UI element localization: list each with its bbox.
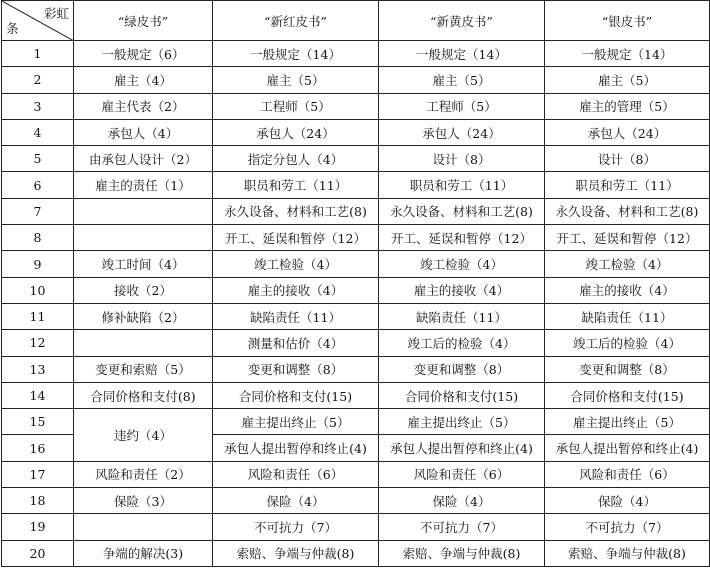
yellow-book-cell: 风险和责任（6） bbox=[379, 461, 545, 487]
red-book-cell: 变更和调整（8） bbox=[213, 356, 379, 382]
table-row bbox=[2, 119, 710, 145]
header-green-book: “绿皮书” bbox=[74, 1, 213, 41]
silver-book-cell: 承包人（24） bbox=[545, 119, 710, 145]
table-row bbox=[2, 356, 710, 382]
yellow-book-cell: 缺陷责任（11） bbox=[379, 303, 545, 329]
yellow-book-cell: 承包人提出暂停和终止(4) bbox=[379, 435, 545, 461]
clause-number: 15 bbox=[2, 409, 74, 435]
silver-book-cell: 缺陷责任（11） bbox=[545, 303, 710, 329]
red-book-cell: 保险（4） bbox=[213, 488, 379, 514]
green-book-cell: 合同价格和支付(8) bbox=[74, 382, 213, 408]
header-new-red-book: “新红皮书” bbox=[213, 1, 379, 41]
yellow-book-cell: 工程师（5） bbox=[379, 93, 545, 119]
header-row bbox=[2, 1, 710, 41]
red-book-cell: 承包人提出暂停和终止(4) bbox=[213, 435, 379, 461]
green-book-cell bbox=[74, 514, 213, 540]
silver-book-cell: 合同价格和支付(15) bbox=[545, 382, 710, 408]
table-row bbox=[2, 41, 710, 67]
yellow-book-cell: 雇主提出终止（5） bbox=[379, 409, 545, 435]
silver-book-cell: 变更和调整（8） bbox=[545, 356, 710, 382]
yellow-book-cell: 永久设备、材料和工艺(8) bbox=[379, 198, 545, 224]
silver-book-cell: 竣工后的检验（4） bbox=[545, 330, 710, 356]
red-book-cell: 合同价格和支付(15) bbox=[213, 382, 379, 408]
red-book-cell: 一般规定（14） bbox=[213, 41, 379, 67]
yellow-book-cell: 一般规定（14） bbox=[379, 41, 545, 67]
silver-book-cell: 雇主（5） bbox=[545, 67, 710, 93]
clause-number: 9 bbox=[2, 251, 74, 277]
yellow-book-cell: 竣工后的检验（4） bbox=[379, 330, 545, 356]
yellow-book-cell: 职员和劳工（11） bbox=[379, 172, 545, 198]
table-row bbox=[2, 514, 710, 540]
silver-book-cell: 承包人提出暂停和终止(4) bbox=[545, 435, 710, 461]
table-row bbox=[2, 93, 710, 119]
silver-book-cell: 雇主的接收（4） bbox=[545, 277, 710, 303]
yellow-book-cell: 不可抗力（7） bbox=[379, 514, 545, 540]
green-book-cell: 接收（2） bbox=[74, 277, 213, 303]
clause-number: 19 bbox=[2, 514, 74, 540]
red-book-cell: 缺陷责任（11） bbox=[213, 303, 379, 329]
clause-number: 12 bbox=[2, 330, 74, 356]
red-book-cell: 竣工检验（4） bbox=[213, 251, 379, 277]
corner-header-bottom: 条 bbox=[6, 21, 19, 36]
yellow-book-cell: 雇主的接收（4） bbox=[379, 277, 545, 303]
clause-number: 10 bbox=[2, 277, 74, 303]
table-row bbox=[2, 251, 710, 277]
green-book-cell: 保险（3） bbox=[74, 488, 213, 514]
green-book-cell: 承包人（4） bbox=[74, 119, 213, 145]
green-book-cell: 变更和索赔（5） bbox=[74, 356, 213, 382]
red-book-cell: 承包人（24） bbox=[213, 119, 379, 145]
fidic-comparison-table bbox=[1, 0, 710, 567]
yellow-book-cell: 合同价格和支付(15) bbox=[379, 382, 545, 408]
green-book-cell: 雇主（4） bbox=[74, 67, 213, 93]
clause-number: 11 bbox=[2, 303, 74, 329]
clause-number: 1 bbox=[2, 41, 74, 67]
green-book-cell bbox=[74, 225, 213, 251]
yellow-book-cell: 索赔、争端与仲裁(8) bbox=[379, 540, 545, 566]
clause-number: 14 bbox=[2, 382, 74, 408]
clause-number: 5 bbox=[2, 146, 74, 172]
silver-book-cell: 竣工检验（4） bbox=[545, 251, 710, 277]
silver-book-cell: 不可抗力（7） bbox=[545, 514, 710, 540]
silver-book-cell: 永久设备、材料和工艺(8) bbox=[545, 198, 710, 224]
green-book-cell: 由承包人设计（2） bbox=[74, 146, 213, 172]
red-book-cell: 不可抗力（7） bbox=[213, 514, 379, 540]
red-book-cell: 开工、延误和暂停（12） bbox=[213, 225, 379, 251]
red-book-cell: 指定分包人（4） bbox=[213, 146, 379, 172]
table-row bbox=[2, 330, 710, 356]
table-row bbox=[2, 225, 710, 251]
table-row bbox=[2, 67, 710, 93]
clause-number: 2 bbox=[2, 67, 74, 93]
silver-book-cell: 风险和责任（6） bbox=[545, 461, 710, 487]
red-book-cell: 职员和劳工（11） bbox=[213, 172, 379, 198]
silver-book-cell: 雇主提出终止（5） bbox=[545, 409, 710, 435]
clause-number: 18 bbox=[2, 488, 74, 514]
silver-book-cell: 保险（4） bbox=[545, 488, 710, 514]
table-row bbox=[2, 382, 710, 408]
clause-number: 3 bbox=[2, 93, 74, 119]
green-book-cell: 竣工时间（4） bbox=[74, 251, 213, 277]
corner-header-cell bbox=[2, 1, 74, 41]
clause-number: 6 bbox=[2, 172, 74, 198]
table-row bbox=[2, 540, 710, 566]
table-row bbox=[2, 277, 710, 303]
red-book-cell: 索赔、争端与仲裁(8) bbox=[213, 540, 379, 566]
red-book-cell: 永久设备、材料和工艺(8) bbox=[213, 198, 379, 224]
yellow-book-cell: 开工、延误和暂停（12） bbox=[379, 225, 545, 251]
green-book-cell bbox=[74, 198, 213, 224]
red-book-cell: 风险和责任（6） bbox=[213, 461, 379, 487]
green-book-cell bbox=[74, 330, 213, 356]
yellow-book-cell: 承包人（24） bbox=[379, 119, 545, 145]
red-book-cell: 雇主（5） bbox=[213, 67, 379, 93]
green-book-cell: 雇主代表（2） bbox=[74, 93, 213, 119]
green-book-cell-merged: 违约（4） bbox=[74, 409, 213, 462]
clause-number: 20 bbox=[2, 540, 74, 566]
silver-book-cell: 一般规定（14） bbox=[545, 41, 710, 67]
clause-number: 17 bbox=[2, 461, 74, 487]
corner-header-top: 彩虹 bbox=[43, 6, 69, 21]
table-row bbox=[2, 198, 710, 224]
silver-book-cell: 索赔、争端与仲裁(8) bbox=[545, 540, 710, 566]
yellow-book-cell: 竣工检验（4） bbox=[379, 251, 545, 277]
red-book-cell: 雇主的接收（4） bbox=[213, 277, 379, 303]
green-book-cell: 风险和责任（2） bbox=[74, 461, 213, 487]
silver-book-cell: 设计（8） bbox=[545, 146, 710, 172]
header-new-yellow-book: “新黄皮书” bbox=[379, 1, 545, 41]
clause-number: 8 bbox=[2, 225, 74, 251]
clause-number: 7 bbox=[2, 198, 74, 224]
red-book-cell: 测量和估价（4） bbox=[213, 330, 379, 356]
table-row bbox=[2, 461, 710, 487]
red-book-cell: 工程师（5） bbox=[213, 93, 379, 119]
yellow-book-cell: 变更和调整（8） bbox=[379, 356, 545, 382]
yellow-book-cell: 保险（4） bbox=[379, 488, 545, 514]
yellow-book-cell: 雇主（5） bbox=[379, 67, 545, 93]
silver-book-cell: 雇主的管理（5） bbox=[545, 93, 710, 119]
yellow-book-cell: 设计（8） bbox=[379, 146, 545, 172]
green-book-cell: 一般规定（6） bbox=[74, 41, 213, 67]
table-row bbox=[2, 172, 710, 198]
table-row bbox=[2, 488, 710, 514]
silver-book-cell: 职员和劳工（11） bbox=[545, 172, 710, 198]
clause-number: 16 bbox=[2, 435, 74, 461]
silver-book-cell: 开工、延误和暂停（12） bbox=[545, 225, 710, 251]
clause-number: 4 bbox=[2, 119, 74, 145]
green-book-cell: 雇主的责任（1） bbox=[74, 172, 213, 198]
table-row bbox=[2, 303, 710, 329]
green-book-cell: 修补缺陷（2） bbox=[74, 303, 213, 329]
red-book-cell: 雇主提出终止（5） bbox=[213, 409, 379, 435]
table-row bbox=[2, 146, 710, 172]
table-row bbox=[2, 409, 710, 435]
green-book-cell: 争端的解决(3) bbox=[74, 540, 213, 566]
clause-number: 13 bbox=[2, 356, 74, 382]
header-silver-book: “银皮书” bbox=[545, 1, 710, 41]
